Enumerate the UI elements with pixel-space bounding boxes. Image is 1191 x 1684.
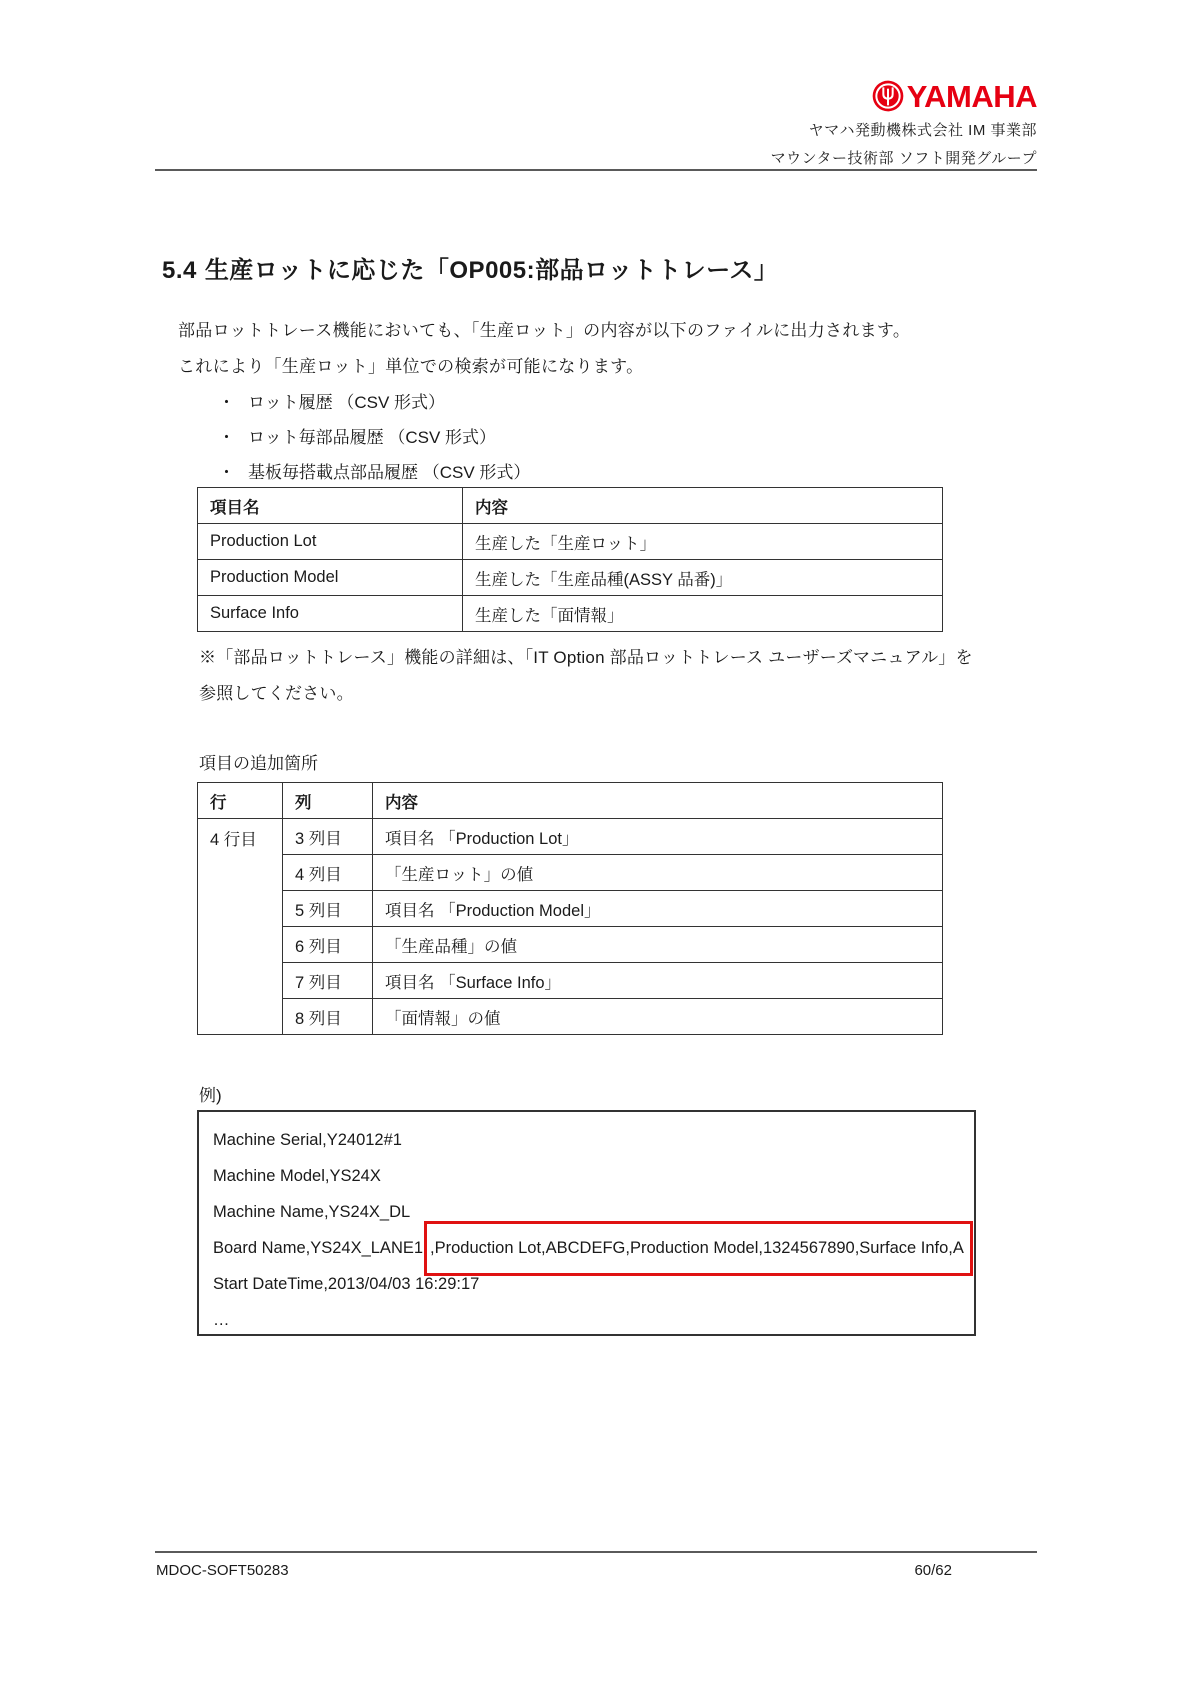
t2-cell-row-label: 4 行目 <box>198 819 283 1035</box>
highlight-box: ,Production Lot,ABCDEFG,Production Model,1324567890,Surface Info,A <box>424 1221 973 1276</box>
t2-cell-desc: 「面情報」の値 <box>373 999 943 1035</box>
note-line-1: ※「部品ロットトレース」機能の詳細は、「IT Option 部品ロットトレース ユーザーズマニュアル」を <box>199 648 973 667</box>
bullet-marker: ・ <box>218 428 235 447</box>
t2-cell-col: 4 列目 <box>283 855 373 891</box>
bullet-item-lot-history <box>218 388 445 413</box>
table-row <box>198 927 943 963</box>
additions-caption: 項目の追加箇所 <box>199 754 318 773</box>
yamaha-logo <box>771 80 1037 112</box>
t2-cell-desc: 「生産品種」の値 <box>373 927 943 963</box>
header-divider <box>155 169 1037 171</box>
section-number: 5.4 <box>162 257 197 284</box>
example-line-board-name <box>213 1230 974 1266</box>
table-header-row <box>198 488 943 524</box>
t2-cell-desc: 項目名 「Production Model」 <box>373 891 943 927</box>
note-line-2: 参照してください。 <box>199 684 354 703</box>
t1-cell-desc: 生産した「生産ロット」 <box>463 524 943 560</box>
table-header-row <box>198 783 943 819</box>
bullet-item-lot-parts-history <box>218 423 496 448</box>
bullet-marker: ・ <box>218 393 235 412</box>
section-heading <box>162 250 778 285</box>
table-row <box>198 524 943 560</box>
example-line-machine-serial: Machine Serial,Y24012#1 <box>213 1131 402 1149</box>
t1-cell-desc: 生産した「生産品種(ASSY 品番)」 <box>463 560 943 596</box>
bullet-item-board-parts-history <box>218 458 530 483</box>
t2-cell-col: 8 列目 <box>283 999 373 1035</box>
intro-paragraph-2: これにより「生産ロット」単位での検索が可能になります。 <box>178 357 644 376</box>
example-line-ellipsis: … <box>213 1311 230 1329</box>
additions-table <box>197 782 943 1035</box>
bullet-label: ロット履歴 （CSV 形式） <box>248 393 446 412</box>
table-row <box>198 891 943 927</box>
section-title: 生産ロットに応じた「OP005:部品ロットトレース」 <box>204 257 779 284</box>
tuning-fork-icon <box>872 80 904 112</box>
yamaha-logo-text: YAMAHA <box>906 78 1037 114</box>
output-items-table <box>197 487 943 632</box>
example-block <box>197 1110 976 1336</box>
document-number: MDOC-SOFT50283 <box>156 1562 289 1579</box>
t1-cell-item: Surface Info <box>198 596 463 632</box>
t1-cell-item: Production Model <box>198 560 463 596</box>
intro-paragraph-1: 部品ロットトレース機能においても、「生産ロット」の内容が以下のファイルに出力されます。 <box>178 321 911 340</box>
example-line-start-datetime: Start DateTime,2013/04/03 16:29:17 <box>213 1275 480 1293</box>
bullet-label: ロット毎部品履歴 （CSV 形式） <box>248 428 497 447</box>
t2-header-row-col: 行 <box>198 783 283 819</box>
t2-cell-desc: 項目名 「Production Lot」 <box>373 819 943 855</box>
t2-cell-desc: 「生産ロット」の値 <box>373 855 943 891</box>
t2-cell-col: 3 列目 <box>283 819 373 855</box>
t1-header-content: 内容 <box>463 488 943 524</box>
t2-cell-col: 7 列目 <box>283 963 373 999</box>
t2-cell-col: 6 列目 <box>283 927 373 963</box>
table-row <box>198 596 943 632</box>
t1-cell-item: Production Lot <box>198 524 463 560</box>
t1-header-item-name: 項目名 <box>198 488 463 524</box>
table-row <box>198 999 943 1035</box>
page-number: 60/62 <box>914 1562 952 1579</box>
table-row <box>198 855 943 891</box>
t1-cell-desc: 生産した「面情報」 <box>463 596 943 632</box>
t2-cell-desc: 項目名 「Surface Info」 <box>373 963 943 999</box>
table-row <box>198 819 943 855</box>
t2-header-content: 内容 <box>373 783 943 819</box>
bullet-marker: ・ <box>218 463 235 482</box>
page-header <box>771 80 1037 168</box>
t2-cell-col: 5 列目 <box>283 891 373 927</box>
example-line-machine-model: Machine Model,YS24X <box>213 1167 381 1185</box>
table-row <box>198 560 943 596</box>
board-name-prefix: Board Name,YS24X_LANE1 <box>213 1239 424 1257</box>
department-name: マウンター技術部 ソフト開発グループ <box>770 150 1037 167</box>
table-row <box>198 963 943 999</box>
bullet-label: 基板毎搭載点部品履歴 （CSV 形式） <box>248 463 531 482</box>
t2-header-col-col: 列 <box>283 783 373 819</box>
example-line-machine-name: Machine Name,YS24X_DL <box>213 1203 411 1221</box>
footer-divider <box>155 1551 1037 1553</box>
company-name: ヤマハ発動機株式会社 IM 事業部 <box>808 122 1037 139</box>
example-caption: 例) <box>199 1086 222 1105</box>
